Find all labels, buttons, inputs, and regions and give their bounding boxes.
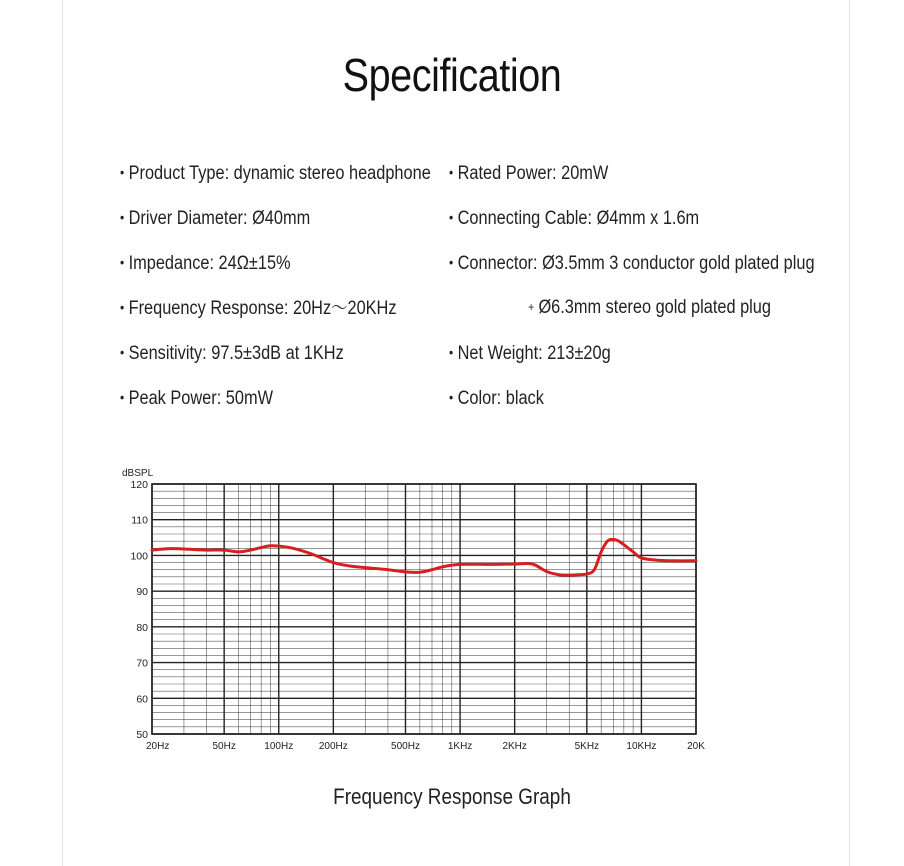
y-tick-label: 50 — [136, 729, 148, 741]
left-border-rule — [62, 0, 63, 866]
x-tick-label: 100Hz — [264, 741, 294, 752]
bullet-icon: • — [449, 209, 454, 225]
frequency-response-chart — [110, 462, 720, 762]
x-tick-label: 20Hz — [146, 741, 170, 752]
spec-item-connecting-cable: • Connecting Cable: Ø4mm x 1.6m — [449, 201, 815, 246]
y-tick-label: 80 — [136, 621, 148, 634]
chart-caption: Frequency Response Graph — [333, 784, 571, 809]
spec-item-rated-power: • Rated Power: 20mW — [449, 156, 815, 201]
spec-list-right — [449, 156, 874, 426]
spec-item-frequency-response: • Frequency Response: 20Hz～20KHz — [120, 291, 431, 336]
bullet-icon: • — [449, 254, 454, 270]
plus-icon: + — [528, 300, 535, 314]
chart-frame — [152, 484, 696, 734]
minor-grid — [152, 484, 696, 734]
spec-item-net-weight: • Net Weight: 213±20g — [449, 336, 815, 381]
y-axis-title: dBSPL — [122, 468, 154, 479]
bullet-icon: • — [449, 389, 454, 405]
spec-item-connector: • Connector: Ø3.5mm 3 conductor gold plated plug — [449, 246, 815, 291]
x-tick-label: 10KHz — [626, 741, 657, 752]
bullet-icon: • — [449, 344, 454, 360]
y-tick-label: 120 — [130, 479, 148, 491]
bullet-icon: • — [449, 164, 454, 180]
x-tick-label: 20K — [687, 741, 705, 752]
spec-item-product-type: • Product Type: dynamic stereo headphone — [120, 156, 431, 201]
x-tick-label: 2KHz — [502, 741, 527, 752]
x-tick-label: 500Hz — [391, 741, 420, 752]
spec-item-peak-power: • Peak Power: 50mW — [120, 381, 431, 426]
y-tick-label: 100 — [130, 550, 148, 563]
page-title: Specification — [342, 49, 562, 101]
right-border-rule — [849, 0, 850, 866]
y-tick-label: 90 — [136, 586, 148, 599]
y-axis-labels — [130, 479, 148, 741]
spec-item-driver-diameter: • Driver Diameter: Ø40mm — [120, 201, 431, 246]
bullet-icon: • — [120, 389, 125, 405]
bullet-icon: • — [120, 344, 125, 360]
spec-item-sensitivity: • Sensitivity: 97.5±3dB at 1KHz — [120, 336, 431, 381]
spec-item-impedance: • Impedance: 24Ω±15% — [120, 246, 431, 291]
spec-item-color: • Color: black — [449, 381, 815, 426]
x-tick-label: 50Hz — [212, 741, 236, 752]
x-tick-label: 5KHz — [574, 741, 600, 752]
x-axis-labels — [146, 741, 705, 752]
y-tick-label: 60 — [136, 693, 148, 706]
x-tick-label: 200Hz — [318, 741, 348, 752]
y-tick-label: 70 — [136, 657, 148, 670]
spec-item-connector-alt: + Ø6.3mm stereo gold plated plug — [449, 291, 815, 336]
bullet-icon: • — [120, 254, 125, 270]
bullet-icon: • — [120, 299, 125, 315]
major-grid — [152, 484, 696, 734]
bullet-icon: • — [120, 209, 125, 225]
y-tick-label: 110 — [131, 514, 148, 527]
spec-list-left — [120, 156, 481, 426]
frequency-response-svg — [110, 462, 720, 762]
x-tick-label: 1KHz — [447, 741, 473, 752]
bullet-icon: • — [120, 164, 125, 180]
